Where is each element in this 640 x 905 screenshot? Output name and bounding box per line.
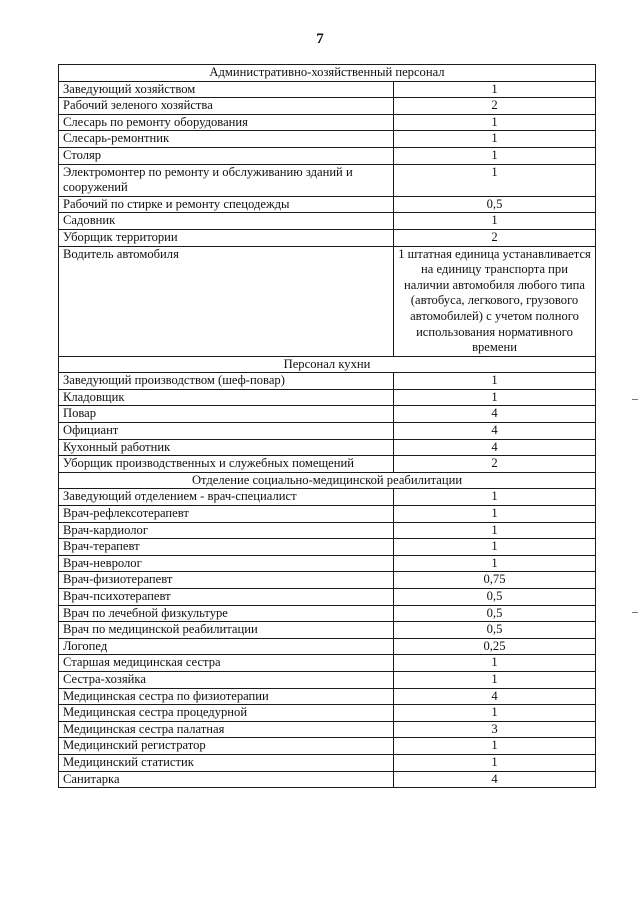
- table-row: [59, 406, 596, 423]
- staff-units: 4: [394, 423, 596, 440]
- staff-table-body: [59, 65, 596, 788]
- position-name: Врач по лечебной физкультуре: [59, 605, 394, 622]
- table-row: [59, 246, 596, 356]
- position-name: Медицинская сестра процедурной: [59, 705, 394, 722]
- position-name: Рабочий зеленого хозяйства: [59, 98, 394, 115]
- position-name: Заведующий отделением - врач-специалист: [59, 489, 394, 506]
- staff-units: 4: [394, 771, 596, 788]
- table-row: [59, 572, 596, 589]
- table-row: [59, 738, 596, 755]
- position-name: Медицинский регистратор: [59, 738, 394, 755]
- table-row: [59, 522, 596, 539]
- staff-units: 1: [394, 522, 596, 539]
- position-name: Уборщик производственных и служебных помещений: [59, 456, 394, 473]
- staff-units: 4: [394, 439, 596, 456]
- staff-units: 1: [394, 164, 596, 196]
- table-row: [59, 456, 596, 473]
- position-name: Медицинская сестра палатная: [59, 721, 394, 738]
- position-name: Садовник: [59, 213, 394, 230]
- staff-units: 2: [394, 229, 596, 246]
- table-row: [59, 771, 596, 788]
- table-row: [59, 555, 596, 572]
- staff-units: 1: [394, 754, 596, 771]
- section-header-row: [59, 356, 596, 373]
- position-name: Врач-терапевт: [59, 539, 394, 556]
- position-name: Кухонный работник: [59, 439, 394, 456]
- table-row: [59, 688, 596, 705]
- staff-units: 0,25: [394, 638, 596, 655]
- position-name: Уборщик территории: [59, 229, 394, 246]
- section-title: Персонал кухни: [59, 356, 596, 373]
- position-name: Врач-невролог: [59, 555, 394, 572]
- staff-units: 1: [394, 489, 596, 506]
- table-row: [59, 506, 596, 523]
- staff-units: 1: [394, 389, 596, 406]
- staff-units: 0,5: [394, 605, 596, 622]
- staff-units: 1: [394, 671, 596, 688]
- staff-units: 1: [394, 81, 596, 98]
- table-row: [59, 605, 596, 622]
- position-name: Повар: [59, 406, 394, 423]
- table-row: [59, 622, 596, 639]
- position-name: Слесарь-ремонтник: [59, 131, 394, 148]
- staff-units: 1: [394, 506, 596, 523]
- table-row: [59, 131, 596, 148]
- table-row: [59, 196, 596, 213]
- staff-table: [58, 64, 596, 788]
- table-row: [59, 81, 596, 98]
- table-row: [59, 655, 596, 672]
- scan-mark: [632, 399, 638, 400]
- position-name: Логопед: [59, 638, 394, 655]
- position-name: Столяр: [59, 147, 394, 164]
- table-row: [59, 213, 596, 230]
- section-title: Отделение социально-медицинской реабилитации: [59, 472, 596, 489]
- staff-units: 1: [394, 738, 596, 755]
- table-row: [59, 373, 596, 390]
- table-row: [59, 754, 596, 771]
- table-row: [59, 638, 596, 655]
- staff-units: 3: [394, 721, 596, 738]
- staff-units: 0,5: [394, 622, 596, 639]
- staff-units: 1: [394, 131, 596, 148]
- table-row: [59, 98, 596, 115]
- staff-units: 2: [394, 98, 596, 115]
- page-number: 7: [316, 31, 324, 47]
- staff-units: 1: [394, 213, 596, 230]
- staff-units: 0,5: [394, 196, 596, 213]
- section-header-row: [59, 472, 596, 489]
- section-title: Административно-хозяйственный персонал: [59, 65, 596, 82]
- table-row: [59, 229, 596, 246]
- staff-units: 1: [394, 555, 596, 572]
- table-row: [59, 114, 596, 131]
- position-name: Старшая медицинская сестра: [59, 655, 394, 672]
- position-name: Врач-кардиолог: [59, 522, 394, 539]
- position-name: Электромонтер по ремонту и обслуживанию зданий и сооружений: [59, 164, 394, 196]
- table-row: [59, 539, 596, 556]
- position-name: Заведующий хозяйством: [59, 81, 394, 98]
- position-name: Санитарка: [59, 771, 394, 788]
- staff-units: 1: [394, 373, 596, 390]
- staff-units: 0,75: [394, 572, 596, 589]
- position-name: Врач-психотерапевт: [59, 589, 394, 606]
- table-row: [59, 589, 596, 606]
- table-row: [59, 705, 596, 722]
- table-row: [59, 164, 596, 196]
- staff-units: 1: [394, 114, 596, 131]
- table-row: [59, 721, 596, 738]
- staff-units: 1: [394, 539, 596, 556]
- staff-units: 1: [394, 147, 596, 164]
- position-name: Врач-физиотерапевт: [59, 572, 394, 589]
- position-name: Сестра-хозяйка: [59, 671, 394, 688]
- table-row: [59, 389, 596, 406]
- scan-mark: [632, 612, 638, 613]
- staff-units: 2: [394, 456, 596, 473]
- staff-units: 4: [394, 406, 596, 423]
- position-name: Врач по медицинской реабилитации: [59, 622, 394, 639]
- staff-units: 0,5: [394, 589, 596, 606]
- position-name: Рабочий по стирке и ремонту спецодежды: [59, 196, 394, 213]
- position-name: Врач-рефлексотерапевт: [59, 506, 394, 523]
- table-row: [59, 489, 596, 506]
- table-row: [59, 671, 596, 688]
- staff-units: 1: [394, 705, 596, 722]
- position-name: Медицинская сестра по физиотерапии: [59, 688, 394, 705]
- staff-units: 4: [394, 688, 596, 705]
- table-row: [59, 439, 596, 456]
- staff-units: 1: [394, 655, 596, 672]
- position-name: Медицинский статистик: [59, 754, 394, 771]
- position-name: Официант: [59, 423, 394, 440]
- position-name: Водитель автомобиля: [59, 246, 394, 356]
- position-name: Заведующий производством (шеф-повар): [59, 373, 394, 390]
- staff-units: 1 штатная единица устанавливается на единицу транспорта при наличии автомобиля любого типа (автобуса, легкового, грузового автомобилей) с учетом полного использования нормативного времени: [394, 246, 596, 356]
- table-row: [59, 147, 596, 164]
- position-name: Слесарь по ремонту оборудования: [59, 114, 394, 131]
- position-name: Кладовщик: [59, 389, 394, 406]
- table-row: [59, 423, 596, 440]
- section-header-row: [59, 65, 596, 82]
